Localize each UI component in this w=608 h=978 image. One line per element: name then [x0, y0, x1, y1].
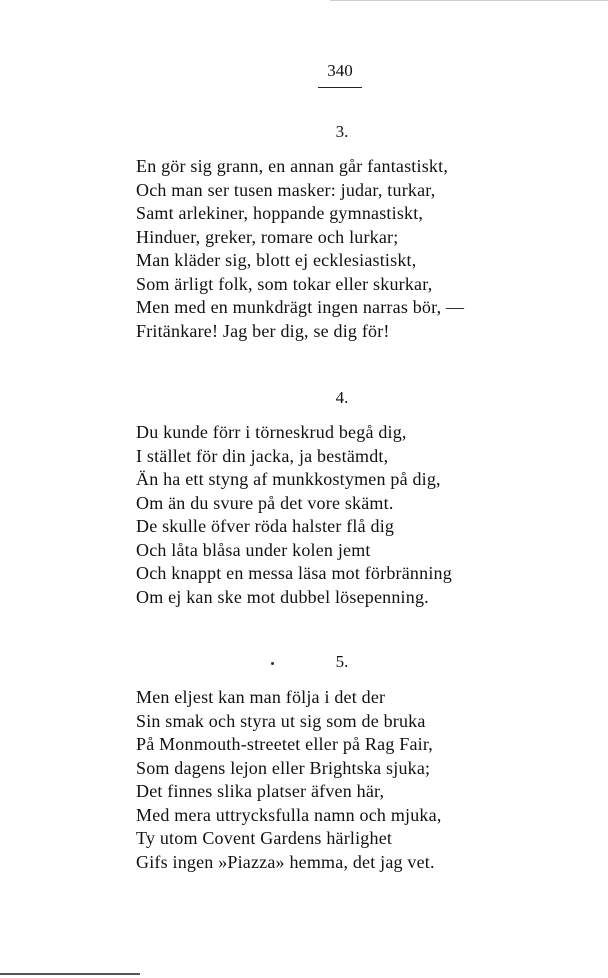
- verse-line: Gifs ingen »Piazza» hemma, det jag vet.: [136, 851, 435, 872]
- print-speck: [271, 662, 274, 665]
- verse-line: I stället för din jacka, ja bestämdt,: [136, 445, 389, 466]
- verse-line: Som ärligt folk, som tokar eller skurkar,: [136, 273, 433, 294]
- verse-line: Och man ser tusen masker: judar, turkar,: [136, 179, 436, 200]
- top-edge-line: [330, 0, 608, 1]
- stanza-4: [136, 421, 596, 609]
- verse-line: Hinduer, greker, romare och lurkar;: [136, 226, 399, 247]
- page-number-rule: [318, 87, 362, 88]
- verse-line: Samt arlekiner, hoppande gymnastiskt,: [136, 203, 424, 223]
- verse-line: Än ha ett styng af munkkostymen på dig,: [136, 469, 441, 489]
- page-number: 340: [327, 61, 353, 80]
- verse-line: Det finnes slika platser äfven här,: [136, 781, 385, 801]
- verse-line: Med mera uttrycksfulla namn och mjuka,: [136, 804, 442, 825]
- verse-line: Man kläder sig, blott ej ecklesiastiskt,: [136, 250, 417, 270]
- stanza-number-3: 3.: [335, 122, 349, 141]
- stanza-5: [136, 686, 596, 874]
- verse-line: Om ej kan ske mot dubbel lösepenning.: [136, 586, 429, 607]
- verse-line: Men med en munkdrägt ingen narras bör, —: [136, 297, 465, 317]
- bottom-edge-line: [0, 973, 140, 975]
- verse-line: En gör sig grann, en annan går fantastiskt,: [136, 156, 449, 176]
- verse-line: Om än du svure på det vore skämt.: [136, 492, 394, 513]
- verse-line: Och låta blåsa under kolen jemt: [136, 539, 371, 560]
- verse-line: Och knappt en messa läsa mot förbränning: [136, 563, 452, 583]
- verse-line: Du kunde förr i törneskrud begå dig,: [136, 422, 407, 442]
- verse-line: Sin smak och styra ut sig som de bruka: [136, 710, 426, 731]
- verse-line: Men eljest kan man följa i det der: [136, 687, 386, 707]
- stanza-3: [136, 155, 596, 343]
- stanza-number-4: 4.: [335, 388, 349, 407]
- verse-line: Fritänkare! Jag ber dig, se dig för!: [136, 320, 390, 341]
- verse-line: På Monmouth-streetet eller på Rag Fair,: [136, 734, 434, 754]
- stanza-number-5: 5.: [335, 652, 349, 671]
- verse-line: Ty utom Covent Gardens härlighet: [136, 828, 393, 848]
- verse-line: De skulle öfver röda halster flå dig: [136, 516, 395, 536]
- verse-line: Som dagens lejon eller Brightska sjuka;: [136, 757, 431, 778]
